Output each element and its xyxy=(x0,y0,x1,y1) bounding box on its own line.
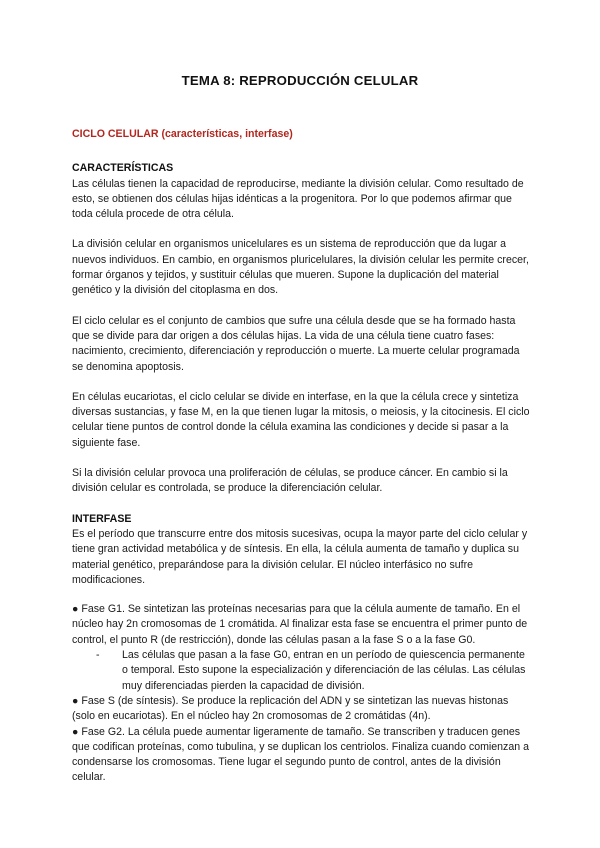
paragraph: Las células tienen la capacidad de reproducirse, mediante la división celular. Como resultado de esto, se obtienen dos células hijas idénticas a la progenitora. Por lo que podemos afirmar que toda célula procede de otra célula. xyxy=(72,177,524,221)
heading-interfase: INTERFASE xyxy=(72,512,132,525)
paragraph: Si la división celular provoca una proliferación de células, se produce cáncer. En cambio si la división celular es controlada, se produce la diferenciación celular. xyxy=(72,467,508,495)
document-body xyxy=(72,127,532,786)
heading-caracteristicas: CARACTERÍSTICAS xyxy=(72,162,174,175)
section-title: CICLO CELULAR (características, interfase) xyxy=(72,128,293,140)
bullet-fase-g1: ● Fase G1. Se sintetizan las proteínas necesarias para que la célula aumente de tamaño. En el núcleo hay 2n cromosomas de 1 cromátida. Al finalizar esta fase se encuentra el primer punto de control, el punto R (de restricción), donde las células pasan a la fase S o a la fase G0. xyxy=(72,603,528,646)
bullet-fase-s: ● Fase S (de síntesis). Se produce la replicación del ADN y se sintetizan las nuevas histonas (solo en eucariotas). En el núcleo hay 2n cromosomas de 2 cromátidas (4n). xyxy=(72,694,509,723)
bullet-fase-g2: ● Fase G2. La célula puede aumentar ligeramente de tamaño. Se transcriben y traducen genes que codifican proteínas, como tubulina, y se duplican los centriolos. Finaliza cuando comienzan a condensarse los cromosomas. Tiene lugar el segundo punto de control, antes de la división celular. xyxy=(72,725,529,784)
sub-list xyxy=(72,648,532,694)
page-title: TEMA 8: REPRODUCCIÓN CELULAR xyxy=(181,73,419,88)
list-item-fase-g0: - Las células que pasan a la fase G0, entran en un período de quiescencia permanente o temporal. Esto supone la especialización y diferenciación de las células. Las células muy diferenciadas pierden la capacidad de división. xyxy=(108,648,532,694)
paragraph: La división celular en organismos unicelulares es un sistema de reproducción que da lugar a nuevos individuos. En cambio, en organismos pluricelulares, la división celular les permite crecer, formar órganos y tejidos, y sustituir células que mueren. Supone la duplicación del material genético y la división del citoplasma en dos. xyxy=(72,238,529,297)
paragraph: El ciclo celular es el conjunto de cambios que sufre una célula desde que se ha formado hasta que se divide para dar origen a dos células hijas. La vida de una célula tiene cuatro fases: nacimiento, crecimiento, diferenciación y reproducción o muerte. La muerte celular programada se denomina apoptosis. xyxy=(72,314,520,373)
paragraph: En células eucariotas, el ciclo celular se divide en interfase, en la que la célula crece y sintetiza diversas sustancias, y fase M, en la que tienen lugar la mitosis, o meiosis, y la citocinesis. El ciclo celular tiene puntos de control donde la célula examina las condiciones y decide si pasar a la siguiente fase. xyxy=(72,390,530,449)
paragraph: Es el período que transcurre entre dos mitosis sucesivas, ocupa la mayor parte del ciclo celular y tiene gran actividad metabólica y de síntesis. En ella, la célula aumenta de tamaño y duplica su material genético, preparándose para la división celular. El núcleo interfásico no sufre modificaciones. xyxy=(72,527,528,586)
